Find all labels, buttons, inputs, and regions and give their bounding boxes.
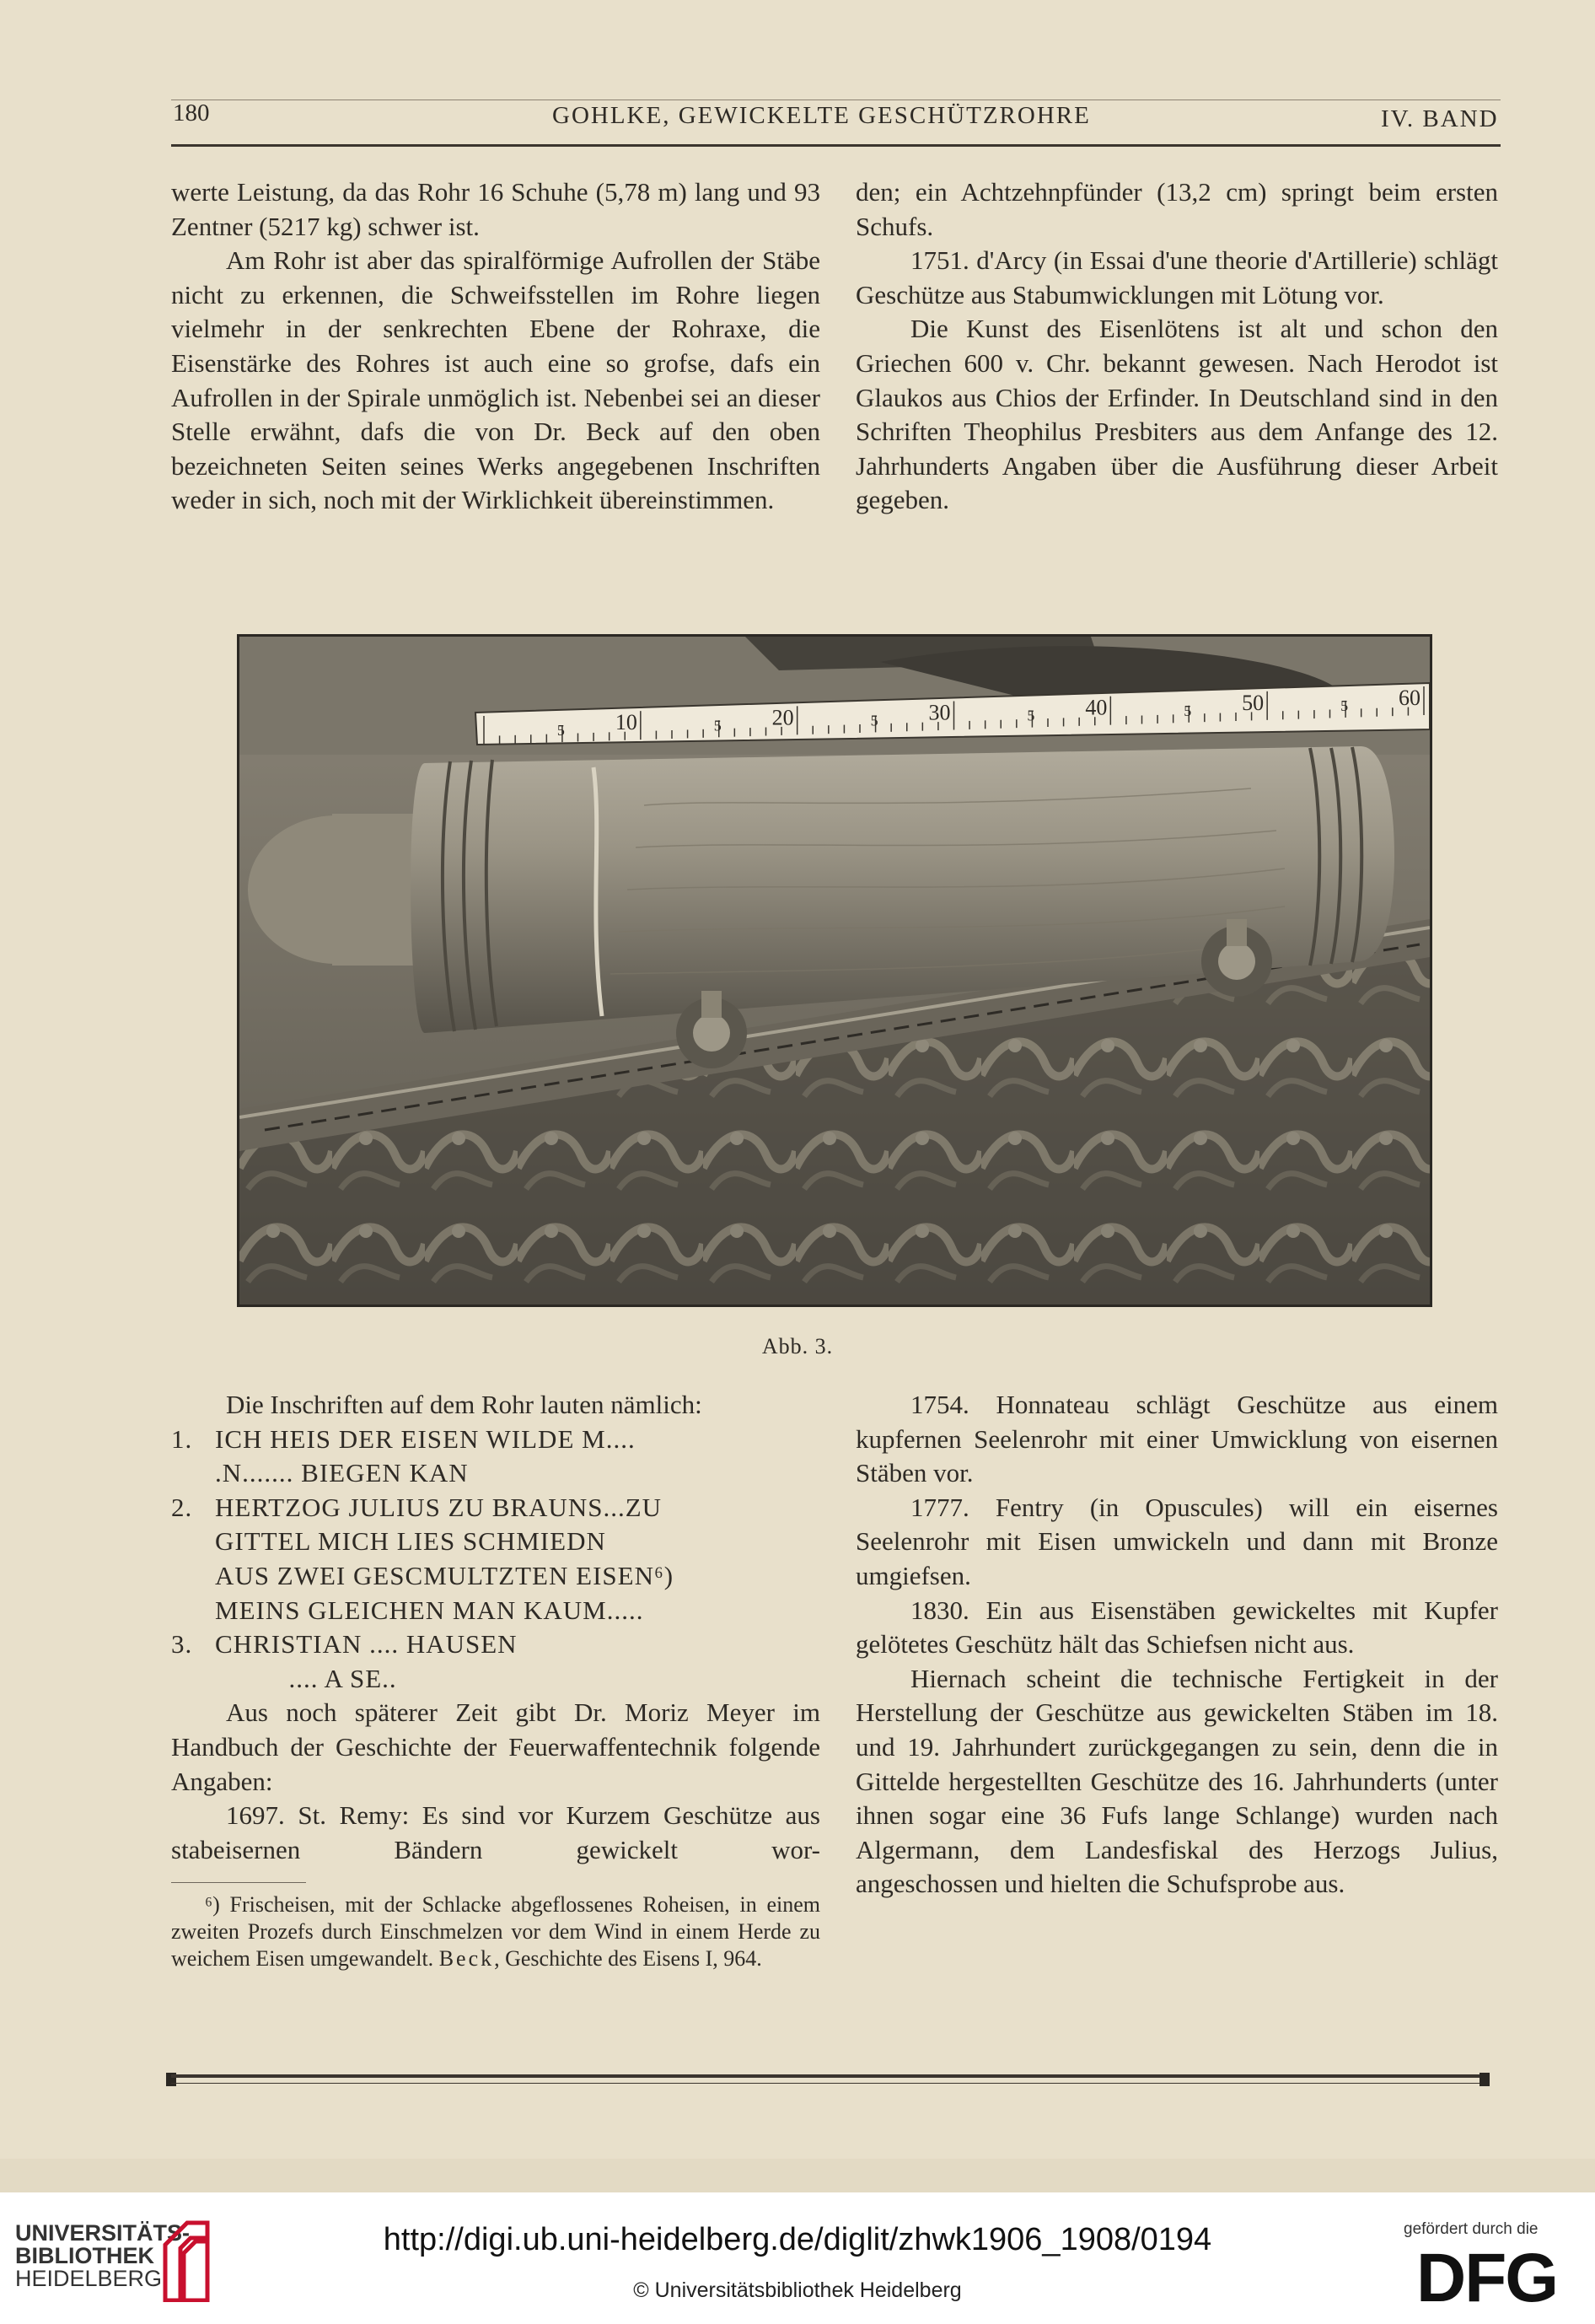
permalink-url[interactable]: http://digi.ub.uni-heidelberg.de/diglit/zhwk1906_1908/0194 [383, 2222, 1212, 2257]
inscription-number [171, 1662, 215, 1697]
inscription-text: GITTEL MICH LIES SCHMIEDN [215, 1526, 606, 1557]
paragraph: 1754. Honnateau schlägt Geschütze aus einem kupfernen Seelenrohr mit einer Umwicklung von eisernen Stäben vor. [856, 1390, 1498, 1488]
footnote-reference: , Geschichte des Eisens I, 964. [494, 1946, 762, 1972]
ruler-label: 60 [1399, 686, 1420, 710]
paragraph: Hiernach scheint die technische Fertigkeit in der Herstellung der Geschütze aus gewickelten Stäben im 18. und 19. Jahrhundert zurückgegangen zu sein, denn die in Gittelde hergestellten Geschütze des 16. Jahrhunderts (unter ihnen sogar eine 36 Fufs lange Schlange) wurden nach Algermann, dem Landesfiskal des Herzogs Julius, angeschossen und hielten die Schufsprobe aus. [856, 1663, 1498, 1899]
footnote-author: Beck [438, 1946, 495, 1972]
inscription-line [171, 1559, 820, 1594]
bottom-rule [171, 2074, 1486, 2078]
viewer-footer [0, 2192, 1595, 2324]
ruler-label: 20 [771, 705, 794, 730]
inscription-text: HERTZOG JULIUS ZU BRAUNS...ZU [215, 1492, 663, 1522]
inscription-number [171, 1456, 215, 1491]
inscription-number [171, 1594, 215, 1628]
column-bottom-right [856, 1388, 1498, 1902]
paragraph: Aus noch späterer Zeit gibt Dr. Moriz Meyer im Handbuch der Geschichte der Feuerwaffentechnik folgende Angaben: [171, 1697, 820, 1796]
page-number: 180 [173, 100, 210, 126]
ruler-label: 40 [1085, 695, 1108, 720]
ruler-half-label: 5 [1340, 697, 1349, 714]
footnote-text: Frischeisen, mit der Schlacke abgeflossenes Roheisen, in einem zweiten Prozefs durch Einschmelzen vor dem Wind in einem Herde zu weichem Eisen umgewandelt. [171, 1892, 821, 1972]
inscription-line [171, 1662, 820, 1697]
footnote-mark: ⁶) [205, 1892, 220, 1918]
paragraph: Am Rohr ist aber das spiralförmige Aufrollen der Stäbe nicht zu erkennen, die Schweifsstellen im Rohre liegen vielmehr in der senkrechten Ebene der Rohraxe, die Eisenstärke des Rohres ist auch eine so grofse, dafs ein Aufrollen in der Spirale unmöglich ist. Nebenbei sei an dieser Stelle erwähnt, dafs die von Dr. Beck auf den oben bezeichneten Seiten seines Werks angegebenen Inschriften weder in sich, noch mit der Wirklichkeit übereinstimmen. [171, 245, 820, 515]
figure-caption: Abb. 3. [761, 1334, 834, 1358]
dfg-logo[interactable]: DFG [1416, 2240, 1558, 2316]
ruler-label: 10 [615, 710, 637, 735]
column-bottom-left [171, 1388, 820, 1972]
inscription-text: MEINS GLEICHEN MAN KAUM..... [215, 1595, 644, 1625]
ruler-half-label: 5 [1184, 702, 1192, 719]
copyright-notice: © Universitätsbibliothek Heidelberg [633, 2278, 962, 2302]
inscription-number: 3. [171, 1629, 193, 1660]
paragraph: 1830. Ein aus Eisenstäben gewickeltes mit Kupfer gelötetes Geschütz hält das Schiefsen nicht aus. [856, 1595, 1498, 1660]
inscription-line [171, 1594, 820, 1628]
library-name-line2: BIBLIOTHEK [15, 2243, 154, 2268]
column-top-right [856, 175, 1498, 518]
footnote [171, 1891, 820, 1972]
ruler-label: 30 [928, 700, 951, 725]
inscription-line [171, 1627, 820, 1662]
bottom-rule-thin [171, 2083, 1486, 2084]
inscription-line [171, 1423, 820, 1457]
paragraph: 1777. Fentry (in Opuscules) will ein eisernes Seelenrohr mit Eisen umwickeln und dann mit Bronze umgiefsen. [856, 1492, 1498, 1590]
footnote-rule [171, 1882, 306, 1883]
inscription-text: CHRISTIAN .... HAUSEN [215, 1629, 518, 1660]
column-top-left [171, 175, 820, 518]
inscription-text: .... A SE.. [215, 1663, 397, 1693]
inscription-line [171, 1525, 820, 1559]
volume-label: IV. BAND [1381, 105, 1499, 132]
inscription-text: .N....... BIEGEN KAN [215, 1458, 469, 1488]
funding-label: gefördert durch die [1404, 2220, 1539, 2238]
rule-end-right [1480, 2073, 1490, 2086]
cannon-photograph [237, 634, 1432, 1307]
paragraph: Die Kunst des Eisenlötens ist alt und schon den Griechen 600 v. Chr. bekannt gewesen. Nach Herodot ist Glaukos aus Chios der Erfinder. In Deutschland sind in den Schriften Theophilus Presbiters aus dem Anfange des 12. Jahrhunderts Angaben über die Ausführung dieser Arbeit gegeben. [856, 314, 1498, 515]
paragraph: 1751. d'Arcy (in Essai d'une theorie d'Artillerie) schlägt Geschütze aus Stabumwicklungen mit Lötung vor. [856, 245, 1498, 309]
inscription-list [171, 1423, 820, 1697]
header-rule [171, 144, 1501, 147]
ruler-label: 50 [1242, 690, 1265, 715]
paragraph: werte Leistung, da das Rohr 16 Schuhe (5,78 m) lang und 93 Zentner (5217 kg) schwer ist. [171, 177, 820, 241]
paragraph: 1697. St. Remy: Es sind vor Kurzem Geschütze aus stabeisernen Bändern gewickelt wor- [171, 1800, 820, 1864]
inscription-number: 2. [171, 1492, 193, 1522]
inscription-number [171, 1559, 215, 1594]
inscription-text: AUS ZWEI GESCMULTZTEN EISEN⁶) [215, 1560, 674, 1590]
ruler-half-label: 5 [870, 712, 878, 729]
inscription-line [171, 1491, 820, 1525]
running-title: GOHLKE, GEWICKELTE GESCHÜTZROHRE [552, 102, 1091, 129]
inscription-line [171, 1456, 820, 1491]
ruler-half-label: 5 [713, 717, 722, 734]
inscription-intro: Die Inschriften auf dem Rohr lauten nämlich: [226, 1390, 702, 1419]
ruler-half-label: 5 [556, 722, 565, 740]
inscription-number [171, 1525, 215, 1559]
library-name-line1: UNIVERSITÄTS- [15, 2220, 191, 2246]
ruler-half-label: 5 [1027, 707, 1035, 724]
cannon-illustration [239, 637, 1430, 1305]
inscription-text: ICH HEIS DER EISEN WILDE M.... [215, 1423, 636, 1454]
library-name-line3: HEIDELBERG [15, 2266, 163, 2291]
paragraph: den; ein Achtzehnpfünder (13,2 cm) springt beim ersten Schufs. [856, 177, 1498, 241]
inscription-number: 1. [171, 1423, 193, 1454]
